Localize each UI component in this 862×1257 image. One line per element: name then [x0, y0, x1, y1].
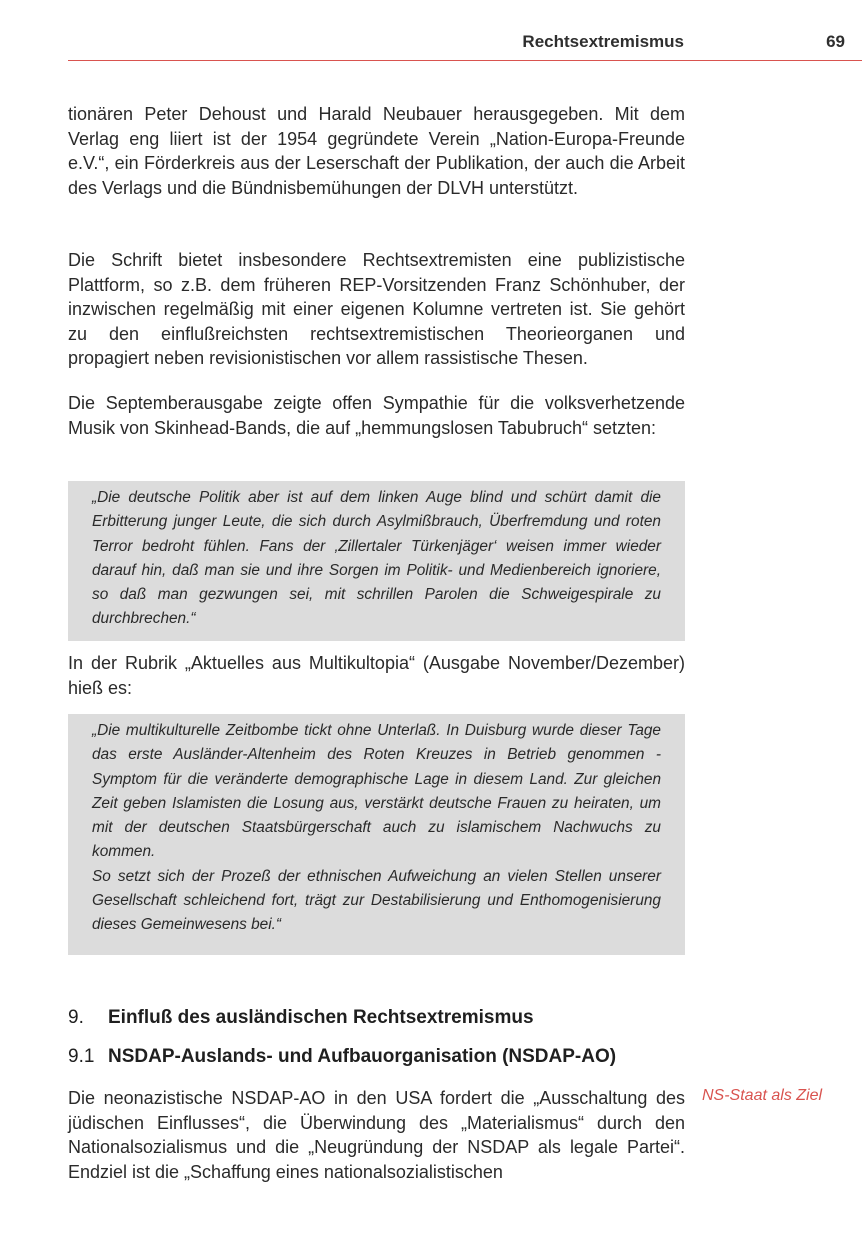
section-title-9-1: NSDAP-Auslands- und Aufbauorganisation (NSDAP-AO)	[108, 1046, 617, 1067]
header-title: Rechtsextremismus	[522, 32, 684, 51]
section-heading-9-1	[68, 1046, 708, 1068]
margin-note: NS-Staat als Ziel	[702, 1087, 823, 1104]
quote-2-text-a: „Die multikulturelle Zeitbombe tickt ohne Unterlaß. In Duisburg wurde dieser Tage das erste Ausländer-Altenheim des Roten Kreuzes in Betrieb genommen - Symptom für die veränderte demographische Lage in diesem Land. Zur gleichen Zeit geben Islamisten die Losung aus, verstärkt deutsche Frauen zu heiraten, um mit der deutschen Staatsbürgerschaft auch zu islamischem Nachwuchs zu kommen.	[92, 722, 661, 861]
paragraph-4: In der Rubrik „Aktuelles aus Multikultopia“ (Ausgabe November/Dezember) hieß es:	[68, 653, 685, 698]
section-title-9: Einfluß des ausländischen Rechtsextremismus	[108, 1007, 534, 1028]
section-heading-9	[68, 1007, 708, 1029]
quote-box-2	[68, 714, 685, 955]
paragraph-1: tionären Peter Dehoust und Harald Neubauer herausgegeben. Mit dem Verlag eng liiert ist der 1954 gegründete Verein „Nation-Europa-Freunde e.V.“, ein Förderkreis aus der Leserschaft der Publikation, der auch die Arbeit des Verlags und die Bündnisbemühungen der DLVH unterstützt.	[68, 104, 685, 198]
section-number-9: 9.	[68, 1007, 84, 1028]
quote-2-text-b: So setzt sich der Prozeß der ethnischen Aufweichung an vielen Stellen unserer Gesellschaft schleichend fort, trägt zur Destabilisierung und Enthomogenisierung dieses Gemeinwesens bei.“	[92, 867, 661, 934]
quote-1-text: „Die deutsche Politik aber ist auf dem linken Auge blind und schürt damit die Erbitterung junger Leute, die sich durch Asylmißbrauch, Überfremdung und roten Terror bedroht fühlen. Fans der ‚Zillertaler Türkenjäger‘ weisen immer wieder darauf hin, daß man sie und ihre Sorgen im Politik- und Medienbereich ignoriere, so daß man gezwungen sei, mit schrillen Parolen die Schweigespirale zu durchbrechen.“	[92, 489, 661, 628]
paragraph-5: Die neonazistische NSDAP-AO in den USA fordert die „Ausschaltung des jüdischen Einflusses“, die Überwindung des „Materialismus“ durch den Nationalsozialismus und die „Neugründung der NSDAP als legale Partei“. Endziel ist die „Schaffung eines nationalsozialistischen	[68, 1088, 685, 1182]
paragraph-3: Die Septemberausgabe zeigte offen Sympathie für die volksverhetzende Musik von Skinhead-Bands, die auf „hemmungslosen Tabubruch“ setzten:	[68, 393, 685, 438]
quote-box-1	[68, 481, 685, 641]
page-number: 69	[826, 32, 845, 51]
paragraph-2: Die Schrift bietet insbesondere Rechtsextremisten eine publizistische Plattform, so z.B. dem früheren REP-Vorsitzenden Franz Schönhuber, der inzwischen regelmäßig mit einer eigenen Kolumne vertreten ist. Sie gehört zu den einflußreichsten rechtsextremistischen Theorieorganen und propagiert neben revisionistischen vor allem rassistische Thesen.	[68, 250, 685, 368]
section-number-9-1: 9.1	[68, 1046, 95, 1067]
header-rule	[68, 60, 862, 61]
